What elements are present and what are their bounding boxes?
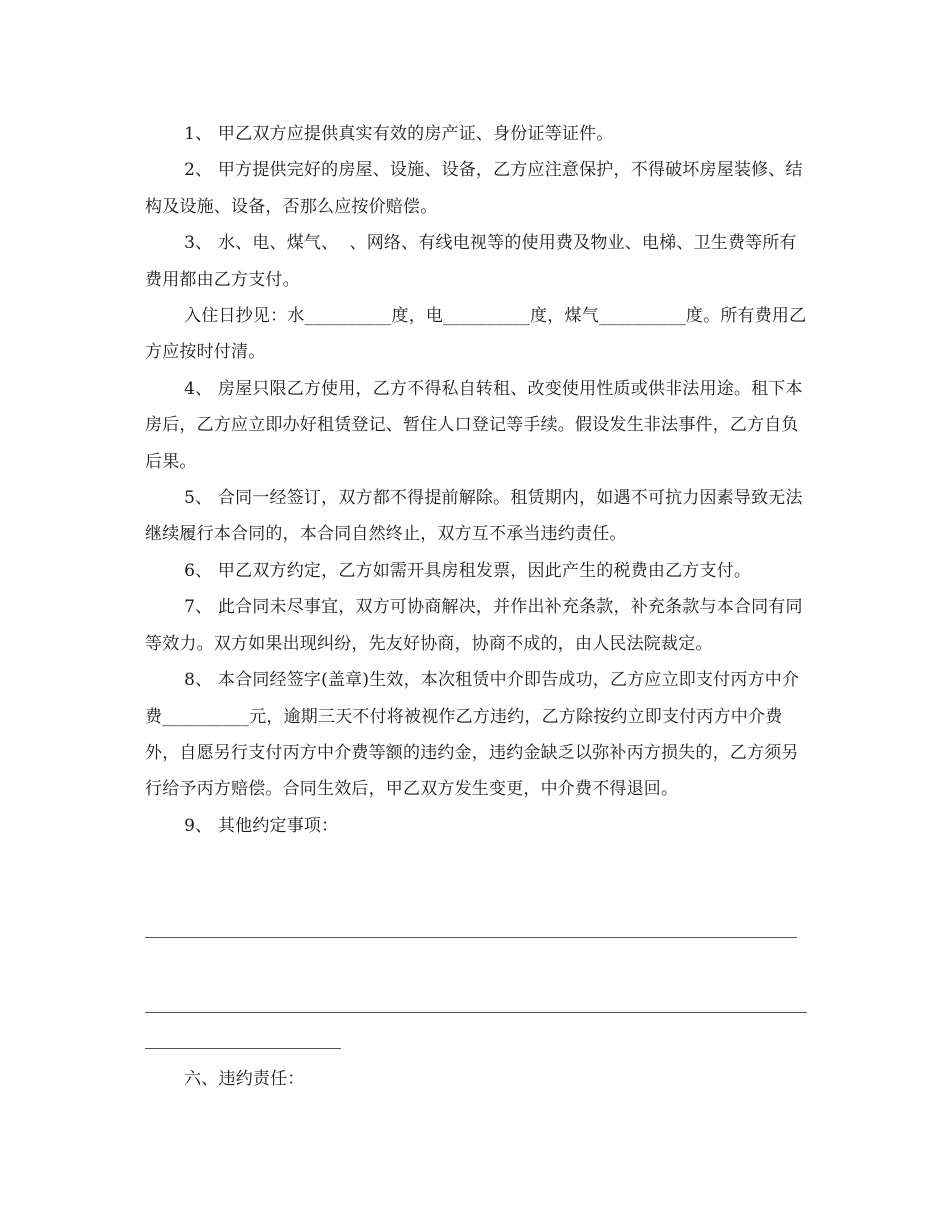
section-heading-breach: 六、违约责任： — [184, 1069, 305, 1089]
clause-8: 8、 本合同经签字(盖章)生效，本次租赁中介即告成功，乙方应立即支付丙方中介费__________元，逾期三天不付将被视作乙方违约，乙方除按约立即支付丙方中介费外，自愿另行支付丙方中介费等额的违约金，违约金缺乏以弥补丙方损失的，乙方须另行给予丙方赔偿。合同生效后，甲乙双方发生变更，中介费不得退回。 — [145, 670, 800, 800]
clause-1: 1、 甲乙双方应提供真实有效的房产证、身份证等证件。 — [184, 124, 614, 144]
clause-4: 4、 房屋只限乙方使用，乙方不得私自转租、改变使用性质或供非法用途。租下本房后，乙方应立即办好租赁登记、暂住人口登记等手续。假设发生非法事件，乙方自负后果。 — [145, 378, 803, 472]
blank-line-2 — [145, 1012, 807, 1013]
blank-line-1 — [145, 937, 797, 938]
clause-7: 7、 此合同未尽事宜，双方可协商解决，并作出补充条款，补充条款与本合同有同等效力。双方如果出现纠纷，先友好协商，协商不成的，由人民法院裁定。 — [145, 597, 803, 654]
meter-reading: 入住日抄见：水__________度，电__________度，煤气__________度。所有费用乙方应按时付清。 — [145, 306, 807, 363]
blank-line-3 — [145, 1048, 341, 1049]
clause-2: 2、 甲方提供完好的房屋、设施、设备，乙方应注意保护，不得破坏房屋装修、结构及设施、设备，否那么应按价赔偿。 — [145, 160, 803, 217]
contract-body — [145, 116, 810, 844]
clause-5: 5、 合同一经签订，双方都不得提前解除。租赁期内，如遇不可抗力因素导致无法继续履行本合同的，本合同自然终止，双方互不承当违约责任。 — [145, 488, 803, 545]
clause-3: 3、 水、电、煤气、 、网络、有线电视等的使用费及物业、电梯、卫生费等所有费用都由乙方支付。 — [145, 233, 797, 290]
clause-9: 9、 其他约定事项： — [184, 815, 339, 836]
clause-6: 6、 甲乙双方约定，乙方如需开具房租发票，因此产生的税费由乙方支付。 — [184, 560, 752, 581]
